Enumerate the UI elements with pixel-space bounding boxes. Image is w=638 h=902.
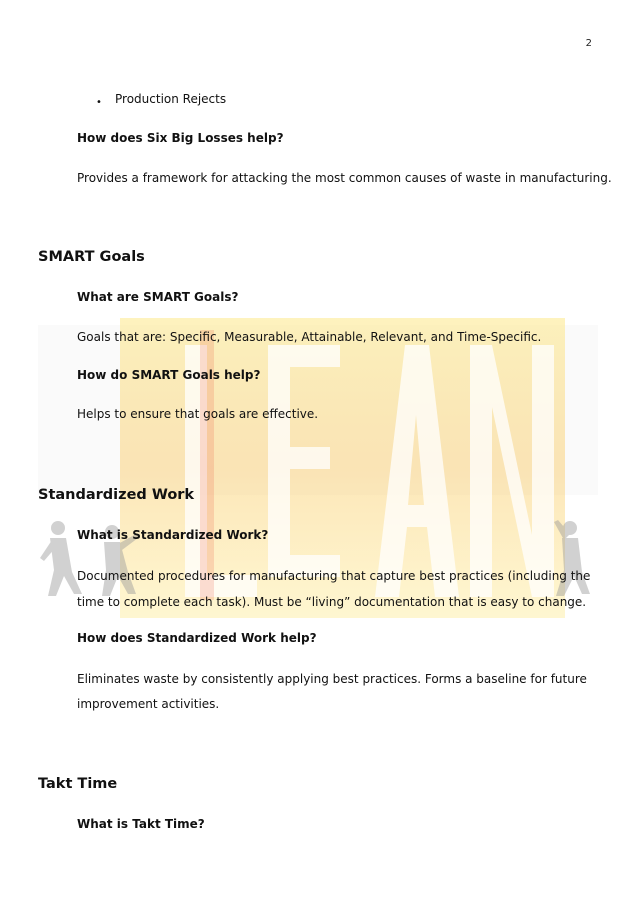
heading-takt-time: Takt Time [38,776,118,792]
heading-standardized-work: Standardized Work [38,487,195,503]
answer-standardized-work-line1: Documented procedures for manufacturing that capture best practices (including the [77,569,591,583]
answer-what-smart-goals: Goals that are: Specific, Measurable, Attainable, Relevant, and Time-Specific. [77,330,542,344]
answer-how-standardized-work-line1: Eliminates waste by consistently applying best practices. Forms a baseline for future [77,672,587,686]
page-number: 2 [585,38,592,49]
heading-smart-goals: SMART Goals [38,249,145,265]
answer-how-smart-goals: Helps to ensure that goals are effective. [77,407,319,421]
question-what-smart-goals: What are SMART Goals? [77,290,239,304]
question-six-big-losses: How does Six Big Losses help? [77,131,284,145]
question-how-standardized-work: How does Standardized Work help? [77,631,317,645]
bullet-item: Production Rejects [115,92,227,106]
answer-standardized-work-line2: time to complete each task). Must be “living” documentation that is easy to change. [77,595,587,609]
answer-how-standardized-work-line2: improvement activities. [77,697,220,711]
answer-six-big-losses: Provides a framework for attacking the most common causes of waste in manufacturing. [77,171,612,185]
question-what-standardized-work: What is Standardized Work? [77,528,269,542]
question-how-smart-goals: How do SMART Goals help? [77,368,261,382]
question-what-takt-time: What is Takt Time? [77,817,205,831]
bullet-dot: • [96,97,102,108]
